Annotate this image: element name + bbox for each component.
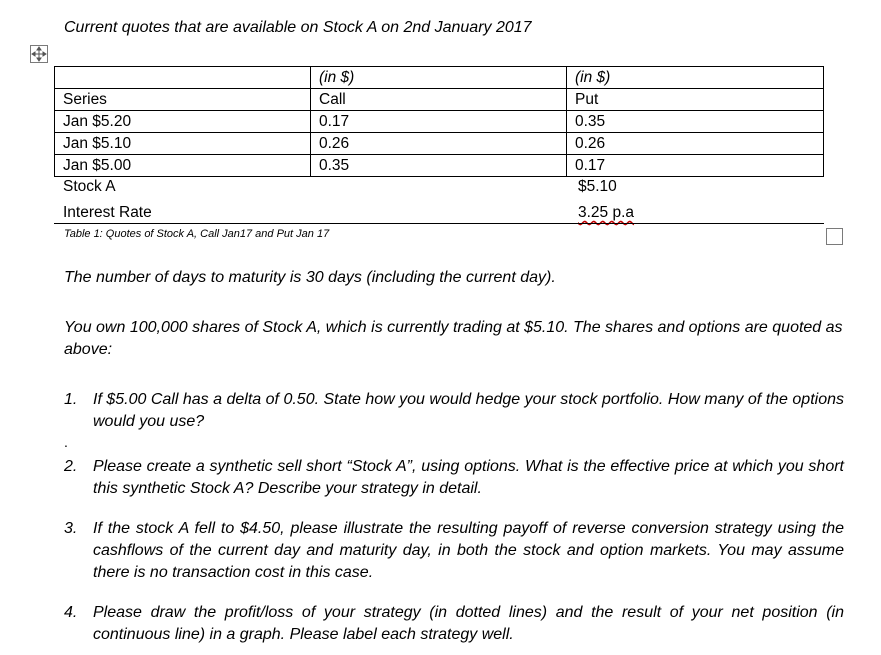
question-text: If $5.00 Call has a delta of 0.50. State how you would hedge your stock portfolio. How many of the options would you use? (93, 391, 844, 430)
table-cell: 0.35 (311, 155, 567, 177)
table-cell: Jan $5.10 (55, 133, 311, 155)
question-text: Please create a synthetic sell short “Stock A”, using options. What is the effective price at which you short this synthetic Stock A? Describe your strategy in detail. (93, 458, 844, 497)
ownership-paragraph: You own 100,000 shares of Stock A, which is currently trading at $5.10. The shares and options are quoted as above: (64, 319, 843, 358)
table-cell: 0.26 (567, 133, 824, 155)
table-row (55, 155, 824, 177)
question-number: 2. (64, 458, 78, 475)
question-item (64, 456, 844, 500)
table-cell: (in $) (311, 67, 567, 89)
table-resize-handle[interactable] (826, 228, 843, 245)
question-text: If the stock A fell to $4.50, please illustrate the resulting payoff of reverse conversion strategy using the cashflows of the current day and maturity day, in both the stock and option markets. You may assume there is no transaction cost in this case. (93, 520, 844, 581)
question-text: Please draw the profit/loss of your strategy (in dotted lines) and the result of your net position (in continuous line) in a graph. Please label each strategy well. (93, 604, 844, 643)
stray-mark: . (64, 434, 68, 450)
table-cell: Jan $5.00 (55, 155, 311, 177)
interest-rate-label: Interest Rate (63, 204, 152, 221)
table-row-units (55, 67, 824, 89)
maturity-paragraph: The number of days to maturity is 30 days (including the current day). (64, 269, 556, 286)
table-header-row (55, 89, 824, 111)
question-item (64, 389, 844, 433)
table-bottom-rule (54, 223, 824, 224)
table-row (55, 111, 824, 133)
table-row (55, 133, 824, 155)
table-cell: (in $) (567, 67, 824, 89)
table-cell: 0.17 (567, 155, 824, 177)
question-number: 4. (64, 604, 78, 621)
table-header-cell: Put (567, 89, 824, 111)
question-item (64, 602, 844, 646)
interest-rate-value: 3.25 p.a (578, 204, 635, 221)
question-number: 1. (64, 391, 78, 408)
table-header-cell: Series (55, 89, 311, 111)
table-cell (55, 67, 311, 89)
quotes-table (54, 66, 824, 177)
table-cell: 0.17 (311, 111, 567, 133)
question-number: 3. (64, 520, 78, 537)
question-item (64, 518, 844, 584)
table-cell: 0.35 (567, 111, 824, 133)
table-cell: Jan $5.20 (55, 111, 311, 133)
table-caption: Table 1: Quotes of Stock A, Call Jan17 and Put Jan 17 (64, 228, 330, 240)
table-cell: 0.26 (311, 133, 567, 155)
stock-label: Stock A (63, 178, 116, 195)
stock-value: $5.10 (578, 178, 617, 195)
table-move-handle-icon[interactable] (30, 45, 48, 63)
table-header-cell: Call (311, 89, 567, 111)
document-heading: Current quotes that are available on Stock A on 2nd January 2017 (64, 19, 532, 36)
